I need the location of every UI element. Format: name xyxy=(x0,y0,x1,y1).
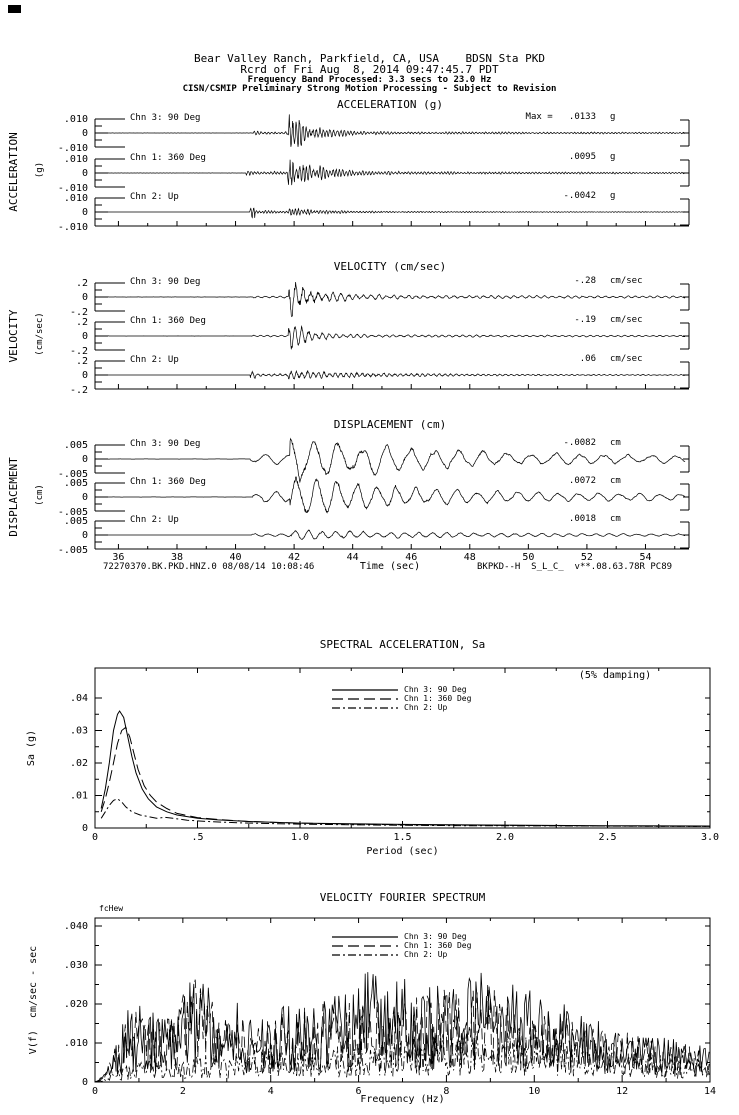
max-unit: cm xyxy=(610,476,621,486)
max-value: .0095 xyxy=(568,152,596,162)
acc-chn2-max xyxy=(430,191,662,201)
tick-label: .005 xyxy=(63,478,88,489)
waveform-trace xyxy=(95,326,685,349)
sa-series xyxy=(101,799,710,827)
sa-legend-chn2: Chn 2: Up xyxy=(404,703,448,712)
tick-label: 46 xyxy=(405,552,418,563)
tick-label: 0 xyxy=(81,128,88,139)
tick-label: -.2 xyxy=(69,346,88,357)
tick-label: 0 xyxy=(81,823,88,834)
vel-chn1-max xyxy=(430,315,662,325)
footer-processing-id: BKPKD--H S_L_C_ v**.08.63.78R PC89 xyxy=(477,562,673,572)
max-value: -.0042 xyxy=(563,191,596,201)
max-unit: cm xyxy=(610,514,621,524)
acc-chn3-label: Chn 3: 90 Deg xyxy=(130,113,201,123)
waveform-trace xyxy=(95,208,685,218)
header-frequency-band: Frequency Band Processed: 3.3 secs to 23.0 Hz xyxy=(247,75,492,85)
velocity-axis-label: VELOCITY xyxy=(7,309,20,363)
tick-label: 52 xyxy=(580,552,593,563)
tick-label: .010 xyxy=(63,193,88,204)
footer-record-id: 72270370.BK.PKD.HNZ.0 08/08/14 10:08:46 xyxy=(103,562,315,572)
tick-label: 42 xyxy=(288,552,301,563)
max-value: .0018 xyxy=(568,514,596,524)
header-station-line: Bear Valley Ranch, Parkfield, CA, USA BDSN Sta PKD xyxy=(194,52,545,65)
tick-label: .020 xyxy=(63,999,88,1010)
sa-series xyxy=(101,727,710,826)
max-value: Max = .0133 xyxy=(525,112,596,122)
tick-label: 44 xyxy=(346,552,359,563)
velocity-axis-unit: (cm/sec) xyxy=(35,312,45,356)
tick-label: 8 xyxy=(443,1086,450,1097)
tick-label: 14 xyxy=(703,1086,717,1097)
disp-chn1-label: Chn 1: 360 Deg xyxy=(130,477,206,487)
tick-label: 38 xyxy=(170,552,184,563)
fourier-legend-chn3: Chn 3: 90 Deg xyxy=(404,932,467,941)
tick-label: .010 xyxy=(63,1038,88,1049)
tick-label: .010 xyxy=(63,154,88,165)
disp-chn1-max xyxy=(430,476,662,486)
tick-label: 0 xyxy=(81,168,88,179)
tick-label: 0 xyxy=(91,1086,99,1097)
tick-label: .040 xyxy=(63,921,88,932)
tick-label: -.2 xyxy=(69,307,88,318)
sa-x-axis-label: Period (sec) xyxy=(366,846,439,857)
fourier-legend-chn2: Chn 2: Up xyxy=(404,950,448,959)
max-unit: g xyxy=(610,112,616,122)
vel-chn2-max xyxy=(430,354,662,364)
tick-label: 10 xyxy=(528,1086,541,1097)
tick-label: 0 xyxy=(81,530,88,541)
tick-label: 0 xyxy=(81,370,88,381)
disp-chn2-max xyxy=(430,514,662,524)
tick-label: -.005 xyxy=(57,469,88,480)
tick-label: 2 xyxy=(179,1086,186,1097)
corner-frequency-label: fcHew xyxy=(99,904,124,913)
tick-label: 0 xyxy=(81,492,88,503)
displacement-axis-unit: (cm) xyxy=(35,484,45,506)
waveform-trace xyxy=(95,371,685,379)
tick-label: .02 xyxy=(69,758,88,769)
tick-label: 0 xyxy=(81,454,88,465)
tick-label: .030 xyxy=(63,960,88,971)
acc-chn2-label: Chn 2: Up xyxy=(130,192,179,202)
tick-label: .010 xyxy=(63,114,88,125)
vel-chn1-label: Chn 1: 360 Deg xyxy=(130,316,206,326)
tick-label: 2.5 xyxy=(598,832,617,843)
sa-title: SPECTRAL ACCELERATION, Sa xyxy=(319,638,486,651)
tick-label: -.2 xyxy=(69,385,88,396)
fourier-x-axis-label: Frequency (Hz) xyxy=(360,1094,445,1105)
sa-damping-annotation: (5% damping) xyxy=(578,670,652,681)
tick-label: 0 xyxy=(81,331,88,342)
page-corner-mark xyxy=(8,5,21,13)
time-axis-label: Time (sec) xyxy=(359,561,421,572)
tick-label: 3.0 xyxy=(700,832,720,843)
tick-label: 2.0 xyxy=(495,832,515,843)
velocity-title: VELOCITY (cm/sec) xyxy=(333,260,447,273)
acc-chn3-max xyxy=(430,112,662,122)
max-value: -.19 xyxy=(574,315,596,325)
tick-label: .005 xyxy=(63,516,88,527)
disp-chn2-label: Chn 2: Up xyxy=(130,515,179,525)
tick-label: 36 xyxy=(112,552,125,563)
sa-legend-chn3: Chn 3: 90 Deg xyxy=(404,685,467,694)
fourier-y-axis-label: V(f) cm/sec - sec xyxy=(28,945,39,1055)
tick-label: .01 xyxy=(69,790,88,802)
sa-y-axis-label: Sa (g) xyxy=(26,729,37,767)
waveform-trace xyxy=(95,530,685,539)
tick-label: 1.0 xyxy=(290,832,310,843)
tick-label: .2 xyxy=(75,356,88,367)
vel-chn2-label: Chn 2: Up xyxy=(130,355,179,365)
max-value: .0072 xyxy=(568,476,596,486)
fourier-title: VELOCITY FOURIER SPECTRUM xyxy=(319,891,486,904)
sa-frame xyxy=(95,668,710,828)
tick-label: .03 xyxy=(69,725,88,737)
tick-label: 1.5 xyxy=(393,832,412,843)
max-unit: g xyxy=(610,191,616,201)
max-unit: cm xyxy=(610,438,621,448)
header-record-time: Rcrd of Fri Aug 8, 2014 09:47:45.7 PDT xyxy=(240,63,499,76)
vel-chn3-max xyxy=(430,276,662,286)
max-value: .06 xyxy=(579,354,596,364)
max-unit: cm/sec xyxy=(610,276,643,286)
tick-label: .2 xyxy=(75,278,88,289)
displacement-axis-label: DISPLACEMENT xyxy=(7,457,20,537)
tick-label: 50 xyxy=(522,552,535,563)
tick-label: 6 xyxy=(355,1086,362,1097)
max-unit: cm/sec xyxy=(610,315,643,325)
acceleration-axis-label: ACCELERATION xyxy=(7,132,20,212)
displacement-title: DISPLACEMENT (cm) xyxy=(333,418,447,431)
tick-label: .04 xyxy=(69,693,88,704)
header-processing-note: CISN/CSMIP Preliminary Strong Motion Processing - Subject to Revision xyxy=(182,84,557,94)
max-value: -.28 xyxy=(574,276,596,286)
sa-series xyxy=(101,711,710,826)
tick-label: 0 xyxy=(81,207,88,218)
tick-label: 0 xyxy=(91,832,99,843)
fourier-legend-chn1: Chn 1: 360 Deg xyxy=(404,941,472,950)
acc-chn1-max xyxy=(430,152,662,162)
acceleration-title: ACCELERATION (g) xyxy=(337,98,443,111)
acc-chn1-label: Chn 1: 360 Deg xyxy=(130,153,206,163)
tick-label: .2 xyxy=(75,317,88,328)
max-unit: g xyxy=(610,152,616,162)
max-unit: cm/sec xyxy=(610,354,643,364)
tick-label: 0 xyxy=(81,292,88,303)
tick-label: -.010 xyxy=(57,222,88,233)
vel-chn3-label: Chn 3: 90 Deg xyxy=(130,277,201,287)
tick-label: 4 xyxy=(267,1086,274,1097)
tick-label: -.010 xyxy=(57,143,88,154)
disp-chn3-max xyxy=(430,438,662,448)
tick-label: 12 xyxy=(616,1086,629,1097)
tick-label: .5 xyxy=(191,832,204,843)
acceleration-axis-unit: (g) xyxy=(35,161,45,179)
tick-label: 54 xyxy=(639,552,652,563)
disp-chn3-label: Chn 3: 90 Deg xyxy=(130,439,201,449)
tick-label: 0 xyxy=(81,1077,88,1088)
tick-label: -.005 xyxy=(57,545,88,556)
sa-legend-chn1: Chn 1: 360 Deg xyxy=(404,694,472,703)
max-value: -.0082 xyxy=(563,438,596,448)
tick-label: 40 xyxy=(229,552,242,563)
tick-label: 48 xyxy=(463,552,476,563)
tick-label: -.005 xyxy=(57,507,88,518)
tick-label: .005 xyxy=(63,440,88,451)
tick-label: -.010 xyxy=(57,183,88,194)
